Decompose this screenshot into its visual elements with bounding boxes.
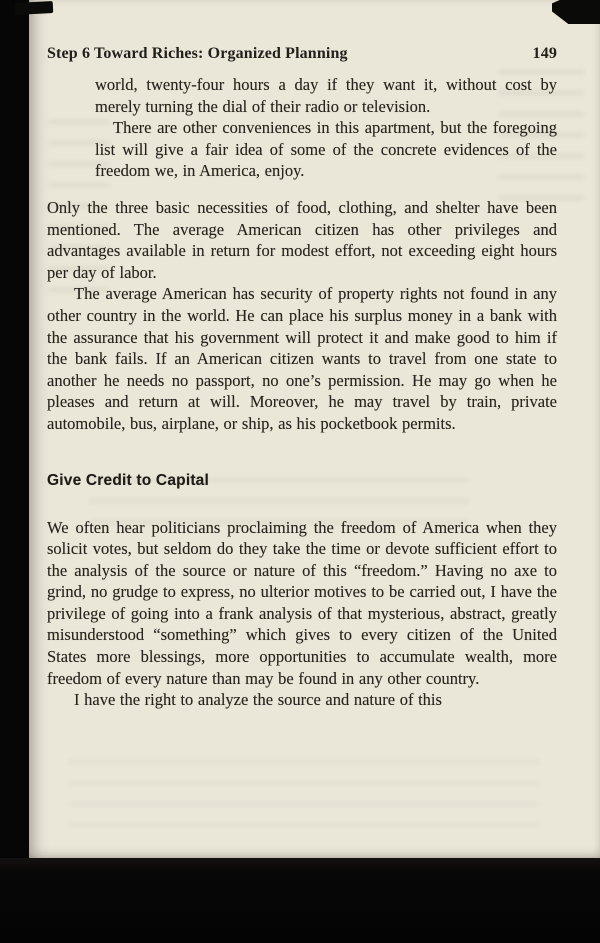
ink-bleed-texture [69,760,539,830]
chapter-title: Step 6 Toward Riches: Organized Planning [47,45,348,62]
extract-block [95,74,557,182]
body-paragraph: The average American has security of property rights not found in any other country in the world. He can place his surplus money in a bank with the assurance that his government will protect it and make good to him if the bank fails. If an American citizen wants to travel from one state to another he needs no passport, no one’s permission. He may go when he pleases and return at will. Moreover, he may travel by train, private automobile, bus, airplane, or ship, as his pocketbook permits. [47,284,557,433]
body-paragraph: Only the three basic necessities of food, clothing, and shelter have been mentioned. The average American citizen has other privileges and advantages available in return for modest effort, not exceeding eight hours per day of labor. [47,197,557,282]
scan-corner-mark-top-left [15,1,54,15]
book-page [29,0,600,858]
section-heading: Give Credit to Capital [47,471,210,489]
page-content [47,0,557,711]
page-number: 149 [532,45,557,62]
scan-bottom-edge [0,858,600,943]
extract-paragraph: There are other conveniences in this apartment, but the foregoing list will give a fair idea of some of the concrete evidences of the freedom we, in America, enjoy. [95,118,557,181]
body-paragraph: I have the right to analyze the source and nature of this [74,690,442,710]
extract-paragraph: world, twenty-four hours a day if they want it, without cost by merely turning the dial of their radio or television. [95,75,557,116]
running-header [47,45,557,63]
body-paragraph: We often hear politicians proclaiming the freedom of America when they solicit votes, but seldom do they take the time or devote sufficient effort to the analysis of the source or nature of this “freedom.” Having no axe to grind, no grudge to express, no ulterior motives to be carried out, I have the privilege of going into a frank analysis of that mysterious, abstract, greatly misunderstood “something” which gives to every citizen of the United States more blessings, more opportunities to accumulate wealth, more freedom of every nature than may be found in any other country. [47,517,557,688]
